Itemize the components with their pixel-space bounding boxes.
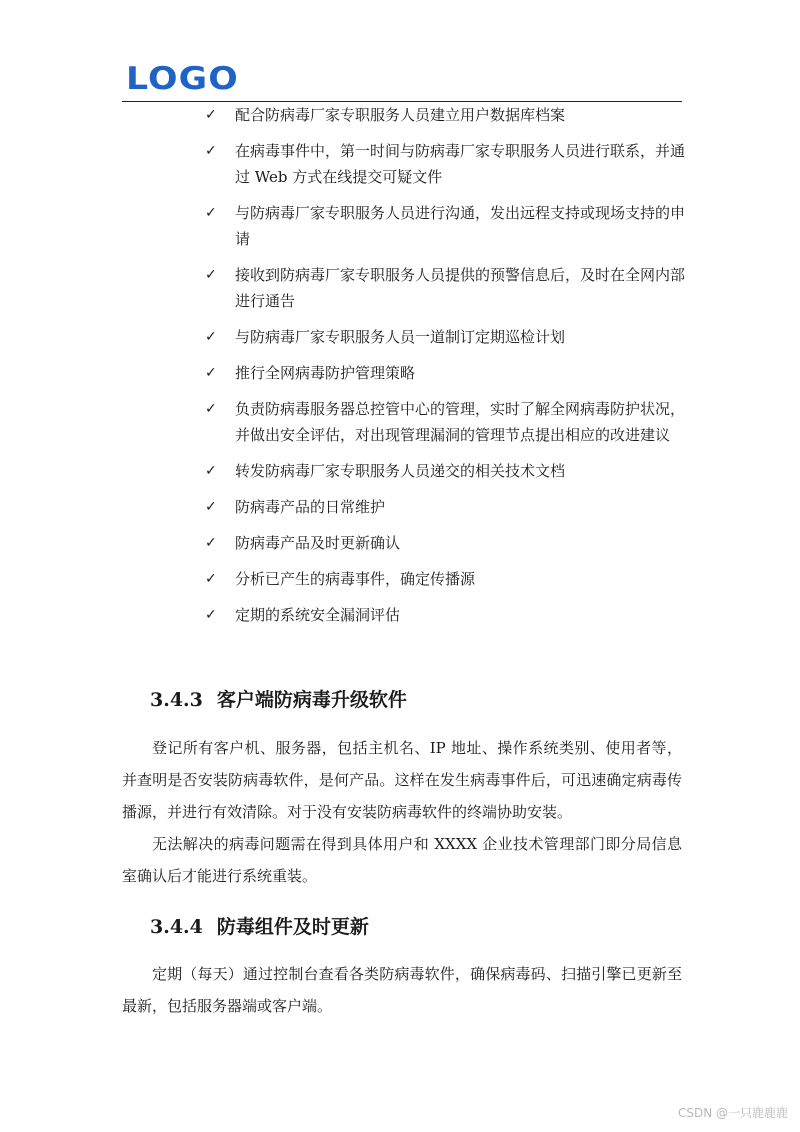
list-item-text: 负责防病毒服务器总控管中心的管理，实时了解全网病毒防护状况，并做出安全评估，对出现管理漏洞的管理节点提出相应的改进建议 (235, 400, 686, 444)
list-item (205, 602, 685, 628)
list-item-text: 配合防病毒厂家专职服务人员建立用户数据库档案 (235, 106, 566, 124)
checkmark-icon: ✓ (205, 329, 217, 345)
list-item (205, 360, 685, 386)
section-title: 客户端防病毒升级软件 (216, 689, 407, 711)
checkmark-icon: ✓ (205, 607, 217, 623)
section-number: 3.4.4 (150, 916, 203, 938)
list-item-text: 与防病毒厂家专职服务人员进行沟通，发出远程支持或现场支持的申请 (235, 204, 686, 248)
list-item-text: 与防病毒厂家专职服务人员一道制订定期巡检计划 (235, 328, 566, 346)
list-item (205, 324, 685, 350)
page-header (122, 62, 682, 102)
list-item-text: 防病毒产品的日常维护 (235, 498, 386, 516)
checklist (205, 102, 685, 638)
list-item-text: 分析已产生的病毒事件，确定传播源 (235, 570, 476, 588)
list-item (205, 102, 685, 128)
checkmark-icon: ✓ (205, 499, 217, 515)
list-item (205, 494, 685, 520)
list-item-text: 转发防病毒厂家专职服务人员递交的相关技术文档 (235, 462, 566, 480)
list-item-text: 接收到防病毒厂家专职服务人员提供的预警信息后，及时在全网内部进行通告 (235, 266, 686, 310)
list-item (205, 396, 685, 448)
checkmark-icon: ✓ (205, 267, 217, 283)
paragraph: 无法解决的病毒问题需在得到具体用户和 XXXX 企业技术管理部门即分局信息室确认后才能进行系统重装。 (122, 835, 682, 885)
watermark: CSDN @一只鹿鹿鹿 (677, 1106, 788, 1120)
list-item (205, 200, 685, 252)
list-item-text: 在病毒事件中，第一时间与防病毒厂家专职服务人员进行联系，并通过 Web 方式在线提交可疑文件 (235, 142, 686, 186)
section-title: 防毒组件及时更新 (216, 916, 369, 938)
list-item (205, 138, 685, 190)
checkmark-icon: ✓ (205, 143, 217, 159)
checkmark-icon: ✓ (205, 107, 217, 123)
paragraph: 登记所有客户机、服务器，包括主机名、IP 地址、操作系统类别、使用者等，并查明是否安装防病毒软件，是何产品。这样在发生病毒事件后，可迅速确定病毒传播源，并进行有效清除。对于没有安装防病毒软件的终端协助安装。 (122, 739, 682, 821)
checkmark-icon: ✓ (205, 463, 217, 479)
section-number: 3.4.3 (150, 689, 203, 711)
list-item (205, 458, 685, 484)
section-heading (150, 913, 369, 941)
section-heading (150, 686, 407, 714)
checkmark-icon: ✓ (205, 205, 217, 221)
list-item (205, 262, 685, 314)
checkmark-icon: ✓ (205, 365, 217, 381)
list-item-text: 定期的系统安全漏洞评估 (235, 606, 401, 624)
checkmark-icon: ✓ (205, 535, 217, 551)
list-item (205, 566, 685, 592)
checkmark-icon: ✓ (205, 571, 217, 587)
checkmark-icon: ✓ (205, 401, 217, 417)
list-item-text: 推行全网病毒防护管理策略 (235, 364, 416, 382)
list-item (205, 530, 685, 556)
paragraph: 定期（每天）通过控制台查看各类防病毒软件，确保病毒码、扫描引擎已更新至最新，包括服务器端或客户端。 (122, 965, 682, 1015)
logo: LOGO (126, 61, 239, 97)
list-item-text: 防病毒产品及时更新确认 (235, 534, 401, 552)
